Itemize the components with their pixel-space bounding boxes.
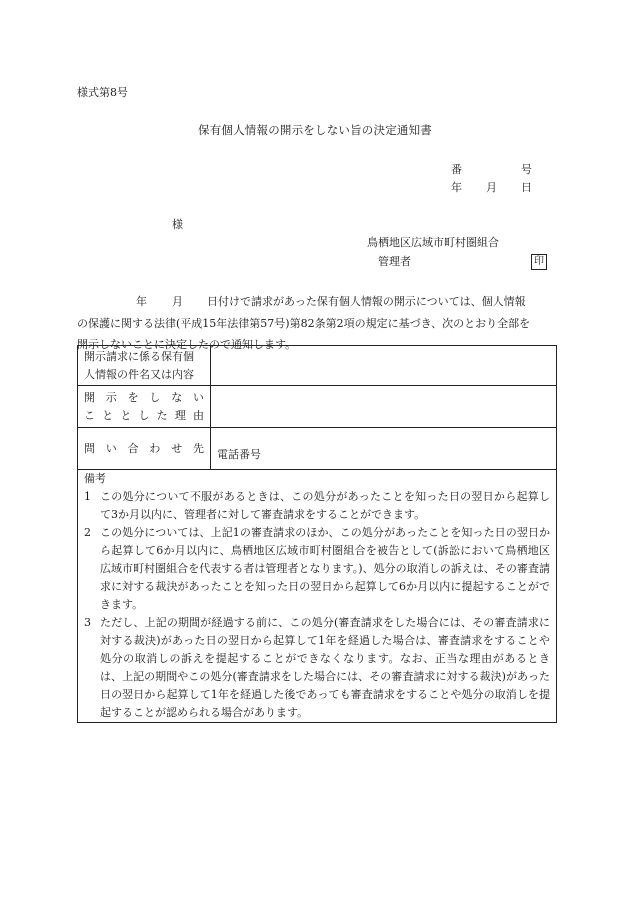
table-row-subject [78, 346, 557, 386]
issuer-organization: 鳥栖地区広域市町村圏組合 [367, 236, 499, 249]
note-number: 1 [84, 490, 91, 503]
note-item [84, 524, 550, 614]
doc-no-suffix: 号 [521, 163, 532, 176]
table-row-reason [78, 386, 557, 428]
notes-cell [78, 470, 557, 723]
table-row-notes [78, 470, 557, 723]
value-contact: 電話番号 [211, 428, 557, 470]
table-row-contact [78, 428, 557, 470]
value-subject [211, 346, 557, 386]
label-reason-line-2: こととした理由 [84, 408, 204, 422]
date-day-label: 日 [521, 181, 532, 194]
notes-title: 備考 [84, 472, 106, 485]
body-date-year: 年 [136, 295, 147, 308]
label-subject-line-2: 人情報の件名又は内容 [84, 367, 194, 381]
disclosure-info-table [77, 345, 557, 723]
value-reason [211, 386, 557, 428]
body-line-3: 開示しないことに決定したので通知します。 [77, 338, 297, 351]
body-date-month: 月 [172, 295, 183, 308]
note-item [84, 614, 550, 722]
note-number: 2 [84, 526, 91, 539]
note-text: この処分については、上記1の審査請求のほか、この処分があったことを知った日の翌日から起算して6か月以内に、鳥栖地区広域市町村圏組合を被告として(訴訟において鳥栖地区広域市町村圏組合を代表する者は管理者となります。)、処分の取消しの訴えは、その審査請求に対する裁決があったことを知った日の翌日から起算して6か月以内に提起することができます。 [100, 526, 550, 611]
label-subject-line-1: 開示請求に係る保有個 [84, 349, 194, 363]
form-number: 様式第8号 [77, 86, 128, 99]
addressee-suffix: 様 [172, 218, 183, 231]
body-line-2: の保護に関する法律(平成15年法律第57号)第82条第2項の規定に基づき、次のとおり全部を [77, 317, 531, 330]
seal-mark: 印 [531, 254, 547, 270]
document-title: 保有個人情報の開示をしない旨の決定通知書 [198, 123, 432, 137]
issuer-title: 管理者 [378, 255, 411, 268]
note-text: ただし、上記の期間が経過する前に、この処分(審査請求をした場合には、その審査請求に対する裁決)があった日の翌日から起算して1年を経過した場合は、審査請求をすることや処分の取消しの訴えを提起することができなくなります。なお、正当な理由があるときは、上記の期間やこの処分(審査請求をした場合には、その審査請求に対する裁決)があった日の翌日から起算して1年を経過した後であっても審査請求をすることや処分の取消しを提起することが認められる場合があります。 [100, 616, 550, 719]
label-reason-line-1: 開示をしない [84, 390, 204, 404]
date-month-label: 月 [486, 181, 497, 194]
label-reason [78, 386, 211, 428]
label-contact [78, 428, 211, 470]
note-text: この処分について不服があるときは、この処分があったことを知った日の翌日から起算して3か月以内に、管理者に対して審査請求をすることができます。 [100, 490, 550, 521]
doc-no-label: 番 [451, 163, 462, 176]
note-number: 3 [84, 616, 91, 629]
label-subject [78, 346, 211, 386]
label-contact-line-1: 問い合わせ先 [84, 441, 204, 455]
body-line-1: 日付けで請求があった保有個人情報の開示については、個人情報 [207, 295, 526, 308]
note-item [84, 488, 550, 524]
date-year-label: 年 [451, 181, 462, 194]
